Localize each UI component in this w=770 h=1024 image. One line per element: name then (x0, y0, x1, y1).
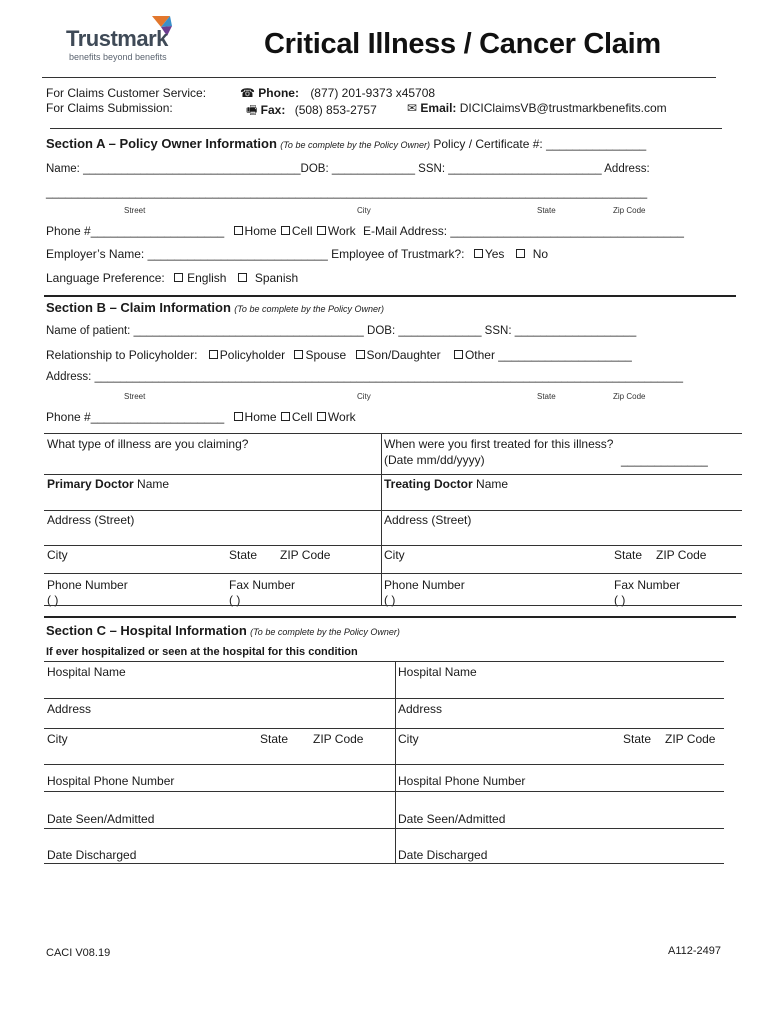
owner-name-dob-ssn-line[interactable]: Name: __________________________________DOB: _____________ SSN: ________________________ Address: (46, 163, 650, 175)
hospital-1-date-discharged-field[interactable]: Date Discharged (47, 848, 137, 862)
label-spouse: Spouse (305, 348, 347, 362)
treating-doctor-fax-label: Fax Number (614, 578, 681, 592)
checkbox-cell-b[interactable] (281, 412, 290, 421)
primary-doctor-name-word: Name (133, 477, 170, 491)
section-b-title: Section B – Claim Information (46, 300, 231, 315)
hospital-2-zip-field[interactable]: ZIP Code (665, 732, 716, 746)
primary-doctor-zip-field[interactable]: ZIP Code (280, 548, 331, 562)
caption-zip: Zip Code (613, 206, 646, 215)
fax-value: (508) 853-2757 (294, 103, 377, 117)
email-value: DICIClaimsVB@trustmarkbenefits.com (459, 101, 667, 115)
claims-service-label: For Claims Customer Service: (46, 86, 207, 100)
hospital-1-date-seen-field[interactable]: Date Seen/Admitted (47, 812, 155, 826)
grid-c-line-2 (44, 698, 724, 699)
section-c-heading (46, 623, 400, 638)
grid-c-line-7 (44, 863, 724, 864)
section-a-subtitle: (To be complete by the Policy Owner) (280, 140, 431, 150)
section-b-subtitle: (To be complete by the Policy Owner) (234, 304, 385, 314)
phone-icon: ☎ (240, 86, 255, 100)
treating-doctor-phone-field[interactable]: ( ) (384, 593, 396, 607)
fax-contact (246, 101, 377, 122)
label-home-b: Home (244, 410, 277, 424)
section-a-bottom-rule (44, 295, 736, 297)
grid-c-line-4 (44, 764, 724, 765)
treating-doctor-state-field[interactable]: State (614, 548, 643, 562)
logo-tagline: benefits beyond benefits (69, 52, 167, 62)
treating-doctor-zip-field[interactable]: ZIP Code (656, 548, 707, 562)
hospital-2-date-seen-field[interactable]: Date Seen/Admitted (398, 812, 506, 826)
label-policyholder: Policyholder (219, 348, 286, 362)
relationship-label: Relationship to Policyholder: (46, 348, 198, 362)
email-label: Email: (420, 101, 457, 115)
patient-name-dob-ssn-line[interactable]: Name of patient: ____________________________________ DOB: _____________ SSN: ___________________ (46, 325, 637, 337)
grid-c-line-1 (44, 661, 724, 662)
title-rule (42, 77, 716, 78)
treating-doctor-phone-label: Phone Number (384, 578, 465, 592)
checkbox-english[interactable] (174, 273, 183, 282)
label-work-b: Work (327, 410, 356, 424)
envelope-icon: ✉ (407, 101, 418, 115)
patient-phone-row (46, 410, 356, 424)
trustmark-logo (66, 16, 176, 66)
employer-field[interactable]: Employer’s Name: ___________________________ Employee of Trustmark?: (46, 247, 465, 261)
phone-label: Phone: (258, 86, 299, 100)
primary-doctor-phone-label: Phone Number (47, 578, 128, 592)
fax-label: Fax: (260, 103, 286, 117)
hospital-2-state-field[interactable]: State (623, 732, 652, 746)
checkbox-policyholder[interactable] (209, 350, 218, 359)
hospital-2-city-field[interactable]: City (398, 732, 419, 746)
label-cell-b: Cell (291, 410, 313, 424)
hospital-2-date-discharged-field[interactable]: Date Discharged (398, 848, 488, 862)
treating-doctor-name-field[interactable] (384, 477, 508, 491)
hospital-2-phone-field[interactable]: Hospital Phone Number (398, 774, 526, 788)
other-field[interactable]: Other ____________________ (464, 348, 632, 362)
footer-form-number: A112-2497 (668, 945, 722, 957)
label-son-daughter: Son/Daughter (366, 348, 441, 362)
grid-b-line-2 (44, 474, 742, 475)
patient-address-line[interactable]: Address: ____________________________________________________________________________________________ (46, 371, 683, 383)
primary-doctor-fax-field[interactable]: ( ) (229, 593, 241, 607)
caption-state-b: State (537, 392, 556, 401)
label-work: Work (327, 224, 356, 238)
first-treated-date-field[interactable]: _____________ (621, 453, 708, 467)
primary-doctor-phone-field[interactable]: ( ) (47, 593, 59, 607)
primary-doctor-state-field[interactable]: State (229, 548, 258, 562)
relationship-row (46, 348, 632, 362)
grid-b-line-1 (44, 433, 742, 434)
label-home: Home (244, 224, 277, 238)
language-row (46, 271, 298, 285)
checkbox-yes[interactable] (474, 249, 483, 258)
hospital-1-address-field[interactable]: Address (47, 702, 92, 716)
caption-street: Street (124, 206, 146, 215)
treating-doctor-bold: Treating Doctor (384, 477, 473, 491)
checkbox-spouse[interactable] (294, 350, 303, 359)
illness-type-field[interactable]: What type of illness are you claiming? (47, 437, 249, 451)
section-a-title: Section A – Policy Owner Information (46, 136, 277, 151)
section-c-intro: If ever hospitalized or seen at the hospital for this condition (46, 646, 358, 658)
contact-rule (50, 128, 722, 129)
hospital-2-name-field[interactable]: Hospital Name (398, 665, 477, 679)
treating-doctor-city-field[interactable]: City (384, 548, 405, 562)
language-label: Language Preference: (46, 271, 165, 285)
treating-doctor-name-word: Name (472, 477, 509, 491)
grid-c-divider (395, 661, 396, 863)
treating-doctor-fax-field[interactable]: ( ) (614, 593, 626, 607)
label-yes: Yes (484, 247, 505, 261)
label-spanish: Spanish (254, 271, 299, 285)
hospital-2-address-field[interactable]: Address (398, 702, 443, 716)
section-c-title: Section C – Hospital Information (46, 623, 247, 638)
grid-c-line-5 (44, 791, 724, 792)
primary-doctor-name-field[interactable] (47, 477, 169, 491)
primary-doctor-bold: Primary Doctor (47, 477, 134, 491)
footer-form-version: CACI V08.19 (46, 947, 111, 959)
caption-state: State (537, 206, 556, 215)
checkbox-spanish[interactable] (238, 273, 247, 282)
patient-phone-field[interactable]: Phone #____________________ (46, 410, 225, 424)
fax-icon: 🖷 (246, 103, 258, 117)
checkbox-home[interactable] (234, 226, 243, 235)
checkbox-home-b[interactable] (234, 412, 243, 421)
owner-phone-row (46, 224, 684, 238)
label-no: No (532, 247, 549, 261)
logo-name: Trustmark (66, 26, 168, 51)
checkbox-work[interactable] (317, 226, 326, 235)
grid-b-line-6 (44, 605, 742, 606)
caption-zip-b: Zip Code (613, 392, 646, 401)
owner-phone-field[interactable]: Phone #____________________ (46, 224, 225, 238)
hospital-1-phone-field[interactable]: Hospital Phone Number (47, 774, 175, 788)
checkbox-no[interactable] (516, 249, 525, 258)
first-treated-format: (Date mm/dd/yyyy) (384, 453, 485, 467)
page-title: Critical Illness / Cancer Claim (264, 28, 661, 60)
primary-doctor-city-field[interactable]: City (47, 548, 68, 562)
hospital-1-state-field[interactable]: State (260, 732, 289, 746)
caption-city-b: City (357, 392, 371, 401)
section-b-heading (46, 300, 384, 315)
email-contact (407, 101, 667, 115)
grid-b-line-5 (44, 573, 742, 574)
grid-c-line-6 (44, 828, 724, 829)
hospital-1-city-field[interactable]: City (47, 732, 68, 746)
hospital-1-zip-field[interactable]: ZIP Code (313, 732, 364, 746)
primary-doctor-address-field[interactable]: Address (Street) (47, 513, 135, 527)
label-english: English (187, 271, 227, 285)
primary-doctor-fax-label: Fax Number (229, 578, 296, 592)
grid-b-line-3 (44, 510, 742, 511)
claims-submission-label: For Claims Submission: (46, 101, 173, 115)
grid-b-divider (381, 433, 382, 605)
grid-b-line-4 (44, 545, 742, 546)
label-cell: Cell (291, 224, 313, 238)
caption-city: City (357, 206, 371, 215)
treating-doctor-address-field[interactable]: Address (Street) (384, 513, 472, 527)
first-treated-question: When were you first treated for this illness? (384, 437, 614, 451)
section-c-subtitle: (To be complete by the Policy Owner) (250, 627, 400, 637)
section-a-heading (46, 136, 646, 151)
policy-certificate-field[interactable]: Policy / Certificate #: _______________ (433, 137, 647, 151)
employer-row (46, 247, 548, 261)
phone-value: (877) 201-9373 x45708 (310, 86, 436, 100)
section-b-bottom-rule (44, 616, 736, 618)
owner-address-line[interactable]: ______________________________________________________________________________________________ (46, 187, 648, 199)
caption-street-b: Street (124, 392, 146, 401)
grid-c-line-3 (44, 728, 724, 729)
checkbox-other[interactable] (454, 350, 463, 359)
phone-contact (240, 86, 435, 100)
checkbox-work-b[interactable] (317, 412, 326, 421)
checkbox-cell[interactable] (281, 226, 290, 235)
owner-email-field[interactable]: E-Mail Address: ___________________________________ (363, 224, 684, 238)
checkbox-son-daughter[interactable] (356, 350, 365, 359)
hospital-1-name-field[interactable]: Hospital Name (47, 665, 126, 679)
